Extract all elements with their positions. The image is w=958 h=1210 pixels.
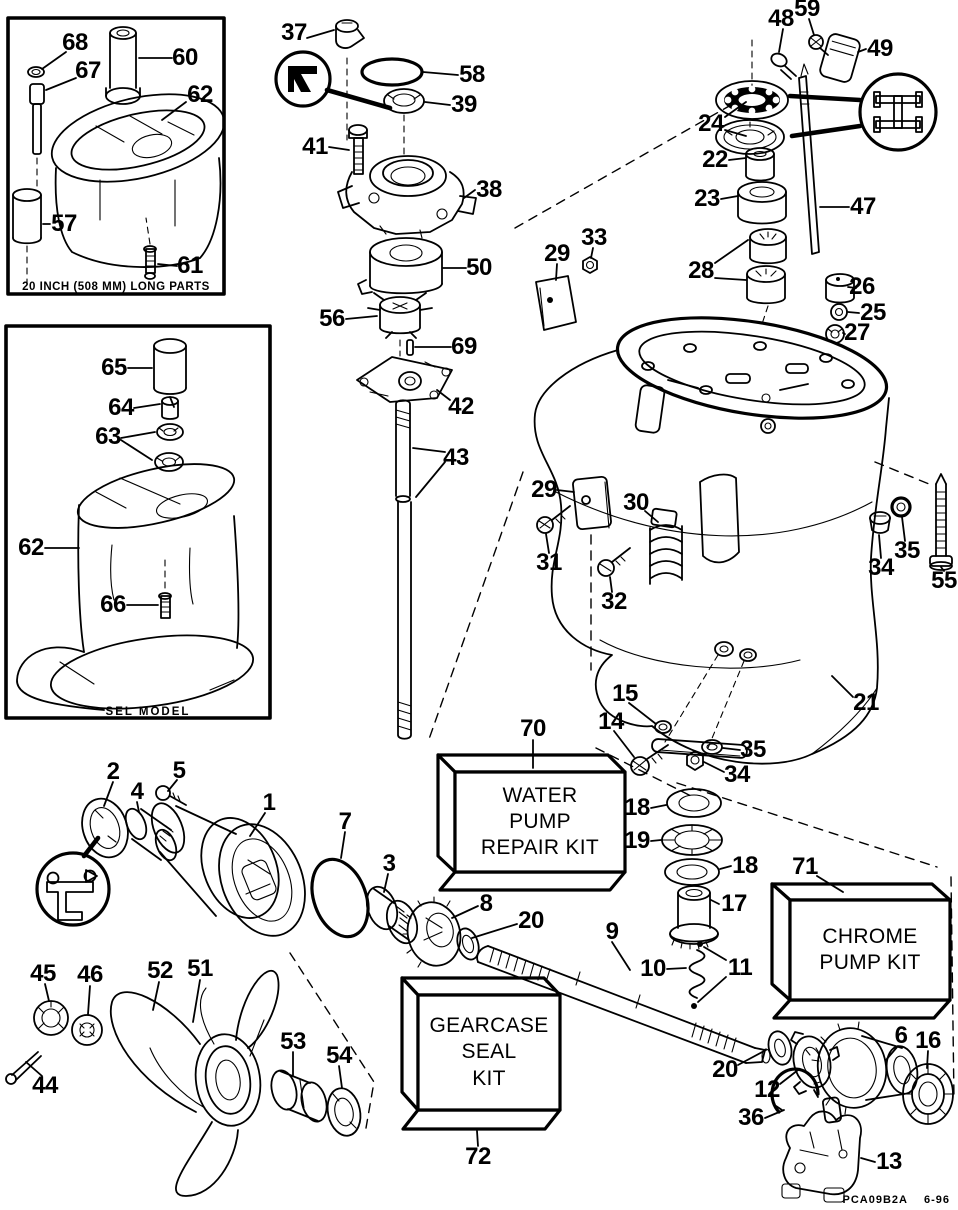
part-label-7-64: 64 bbox=[108, 394, 134, 421]
part-label-32-29: 29 bbox=[544, 240, 570, 267]
part-34-screw-right bbox=[870, 512, 890, 533]
part-label-26-23: 23 bbox=[694, 185, 720, 212]
part-label-68-44: 44 bbox=[32, 1072, 58, 1099]
gearcase-seal-kit-label bbox=[418, 995, 560, 1110]
pinion-stack bbox=[662, 789, 722, 1009]
bullet-ovals bbox=[715, 642, 756, 661]
part-label-15-38: 38 bbox=[476, 176, 502, 203]
part-label-16-50: 50 bbox=[466, 254, 492, 281]
part-33-nut bbox=[583, 257, 597, 273]
part-label-44-35: 35 bbox=[740, 736, 766, 763]
part-23-bearing bbox=[738, 182, 786, 224]
part-label-11-37: 37 bbox=[281, 19, 307, 46]
kit-line: KIT bbox=[472, 1066, 506, 1090]
part-50-drawing bbox=[358, 238, 442, 294]
part-label-75-16: 16 bbox=[915, 1027, 941, 1054]
part-label-48-72: 72 bbox=[465, 1143, 491, 1170]
part-label-19-42: 42 bbox=[448, 393, 474, 420]
part-label-67-51: 51 bbox=[187, 955, 213, 982]
part-49-anode bbox=[819, 32, 862, 83]
part-label-24-24: 24 bbox=[698, 110, 724, 137]
part-48-bolt bbox=[769, 51, 796, 79]
part-20-washer-left bbox=[454, 926, 483, 963]
part-18-washer-bottom bbox=[665, 859, 719, 885]
part-label-49-18: 18 bbox=[624, 794, 650, 821]
gearcase-housing bbox=[535, 301, 894, 763]
part-69-key bbox=[407, 340, 413, 355]
part-label-46-70: 70 bbox=[520, 715, 546, 742]
bearing-housing-assembly bbox=[75, 786, 423, 949]
part-label-34-29: 29 bbox=[531, 476, 557, 503]
kit-line: REPAIR KIT bbox=[480, 836, 600, 860]
part-label-25-22: 22 bbox=[702, 146, 728, 173]
part-55-screw bbox=[930, 474, 952, 570]
part-label-39-35: 35 bbox=[894, 537, 920, 564]
part-label-40-55: 55 bbox=[931, 567, 957, 594]
part-label-74-6: 6 bbox=[894, 1022, 908, 1049]
part-20-washer-right bbox=[765, 1029, 795, 1068]
part-label-4-57: 57 bbox=[51, 210, 77, 237]
sel-model-caption: SEL MODEL bbox=[105, 706, 191, 718]
part-32-screw bbox=[598, 548, 630, 576]
part-label-52-17: 17 bbox=[721, 890, 747, 917]
part-41-drawing bbox=[349, 125, 367, 174]
part-label-35-31: 31 bbox=[536, 549, 562, 576]
propeller-group bbox=[6, 971, 365, 1196]
part-label-1-67: 67 bbox=[75, 57, 101, 84]
part-label-42-15: 15 bbox=[612, 680, 638, 707]
part-label-53-10: 10 bbox=[640, 955, 666, 982]
part-1-housing bbox=[145, 799, 321, 949]
water-pump-repair-kit-label bbox=[455, 772, 625, 872]
part-label-37-32: 32 bbox=[601, 588, 627, 615]
part-38-drawing bbox=[338, 156, 476, 238]
part-label-56-5: 5 bbox=[172, 757, 186, 784]
part-54-spacer bbox=[323, 1085, 364, 1139]
part-37-drawing bbox=[336, 20, 364, 48]
part-label-31-27: 27 bbox=[844, 319, 870, 346]
kit-line: GEARCASE bbox=[429, 1014, 549, 1038]
part-label-38-34: 34 bbox=[868, 554, 894, 581]
part-label-20-43: 43 bbox=[443, 444, 469, 471]
part-label-18-69: 69 bbox=[451, 333, 477, 360]
part-45-prop-nut bbox=[34, 1001, 68, 1035]
part-28-bushings bbox=[747, 229, 786, 303]
lubricant-symbol bbox=[790, 74, 936, 150]
part-label-59-7: 7 bbox=[338, 808, 352, 835]
part-label-60-3: 3 bbox=[382, 850, 396, 877]
part-label-55-2: 2 bbox=[106, 758, 120, 785]
part-label-73-36: 36 bbox=[738, 1104, 764, 1131]
part-31-screw bbox=[537, 506, 570, 533]
part-53-bushing bbox=[268, 1068, 331, 1125]
part-14-screw bbox=[631, 745, 668, 775]
part-17-pinion-gear bbox=[670, 886, 718, 949]
part-label-8-63: 63 bbox=[95, 423, 121, 450]
part-label-17-56: 56 bbox=[319, 305, 345, 332]
part-label-70-54: 54 bbox=[326, 1042, 352, 1069]
grease-symbol bbox=[37, 838, 109, 925]
water-pump-column bbox=[336, 20, 476, 739]
part-13-shift-cradle bbox=[782, 1097, 861, 1202]
chrome-pump-kit-label bbox=[790, 900, 950, 1000]
part-4-bushing bbox=[122, 806, 181, 863]
sel-model-inset-box bbox=[6, 326, 270, 720]
part-label-45-34: 34 bbox=[724, 761, 750, 788]
part-label-12-58: 58 bbox=[459, 61, 485, 88]
part-label-33-33: 33 bbox=[581, 224, 607, 251]
part-label-30-25: 25 bbox=[860, 299, 886, 326]
part-label-47-71: 71 bbox=[792, 853, 818, 880]
part-label-29-26: 26 bbox=[849, 273, 875, 300]
part-label-71-20: 20 bbox=[712, 1056, 738, 1083]
drawing-footer bbox=[843, 1194, 951, 1206]
part-label-64-45: 45 bbox=[30, 960, 56, 987]
kit-line: PUMP bbox=[509, 809, 571, 833]
part-label-2-60: 60 bbox=[172, 44, 198, 71]
part-16-bearing bbox=[903, 1064, 953, 1124]
part-43-driveshaft bbox=[396, 400, 411, 739]
part-15-grommet-and-fin bbox=[652, 721, 748, 758]
part-19-bearing bbox=[662, 825, 722, 855]
part-label-9-62: 62 bbox=[18, 534, 44, 561]
part-label-50-19: 19 bbox=[624, 827, 650, 854]
part-label-5-61: 61 bbox=[177, 252, 203, 279]
part-label-41-21: 21 bbox=[853, 689, 879, 716]
kit-line: SEAL bbox=[461, 1040, 517, 1064]
part-24-bearings bbox=[716, 81, 788, 154]
part-label-76-13: 13 bbox=[876, 1148, 902, 1175]
part-label-61-8: 8 bbox=[479, 890, 493, 917]
kit-line: WATER bbox=[502, 783, 578, 807]
part-label-57-4: 4 bbox=[130, 778, 144, 805]
part-3-bearing bbox=[361, 883, 422, 948]
part-46-spacer bbox=[72, 1015, 102, 1045]
part-label-72-12: 12 bbox=[754, 1076, 780, 1103]
part-35-ring-right bbox=[892, 498, 910, 516]
part-29-anode-block bbox=[536, 276, 576, 330]
part-label-13-39: 39 bbox=[451, 91, 477, 118]
kit-line: PUMP KIT bbox=[819, 951, 921, 974]
long-parts-caption: 20 INCH (508 MM) LONG PARTS bbox=[22, 281, 210, 293]
part-label-36-30: 30 bbox=[623, 489, 649, 516]
part-label-62-20: 20 bbox=[518, 907, 544, 934]
part-label-58-1: 1 bbox=[262, 789, 276, 816]
part-25-washer bbox=[831, 304, 847, 320]
part-label-65-46: 46 bbox=[77, 961, 103, 988]
part-label-6-65: 65 bbox=[101, 354, 127, 381]
part-18-washer-top bbox=[667, 789, 721, 817]
part-label-28-28: 28 bbox=[688, 257, 714, 284]
part-47-rod bbox=[799, 64, 819, 254]
part-label-51-18: 18 bbox=[732, 852, 758, 879]
part-51-52-propeller bbox=[111, 971, 279, 1196]
part-label-3-62: 62 bbox=[187, 81, 213, 108]
date-code: 6-96 bbox=[923, 1194, 950, 1206]
part-label-0-68: 68 bbox=[62, 29, 88, 56]
part-label-21-48: 48 bbox=[768, 5, 794, 32]
part-label-66-52: 52 bbox=[147, 957, 173, 984]
drawing-code: PCA09B2A bbox=[842, 1194, 908, 1206]
part-label-23-49: 49 bbox=[867, 35, 893, 62]
part-42-plate bbox=[357, 357, 452, 402]
part-label-54-11: 11 bbox=[727, 954, 753, 981]
part-label-10-66: 66 bbox=[100, 591, 126, 618]
part-label-43-14: 14 bbox=[598, 708, 624, 735]
kit-line: CHROME bbox=[822, 924, 918, 948]
part-5-screw bbox=[156, 786, 186, 805]
part-label-22-59: 59 bbox=[794, 0, 820, 22]
part-12-clutch-dog bbox=[788, 1032, 839, 1094]
part-label-14-41: 41 bbox=[302, 133, 328, 160]
part-label-69-53: 53 bbox=[280, 1028, 306, 1055]
part-label-27-47: 47 bbox=[850, 193, 876, 220]
part-label-63-9: 9 bbox=[605, 918, 619, 945]
part-58-oring bbox=[362, 59, 422, 85]
